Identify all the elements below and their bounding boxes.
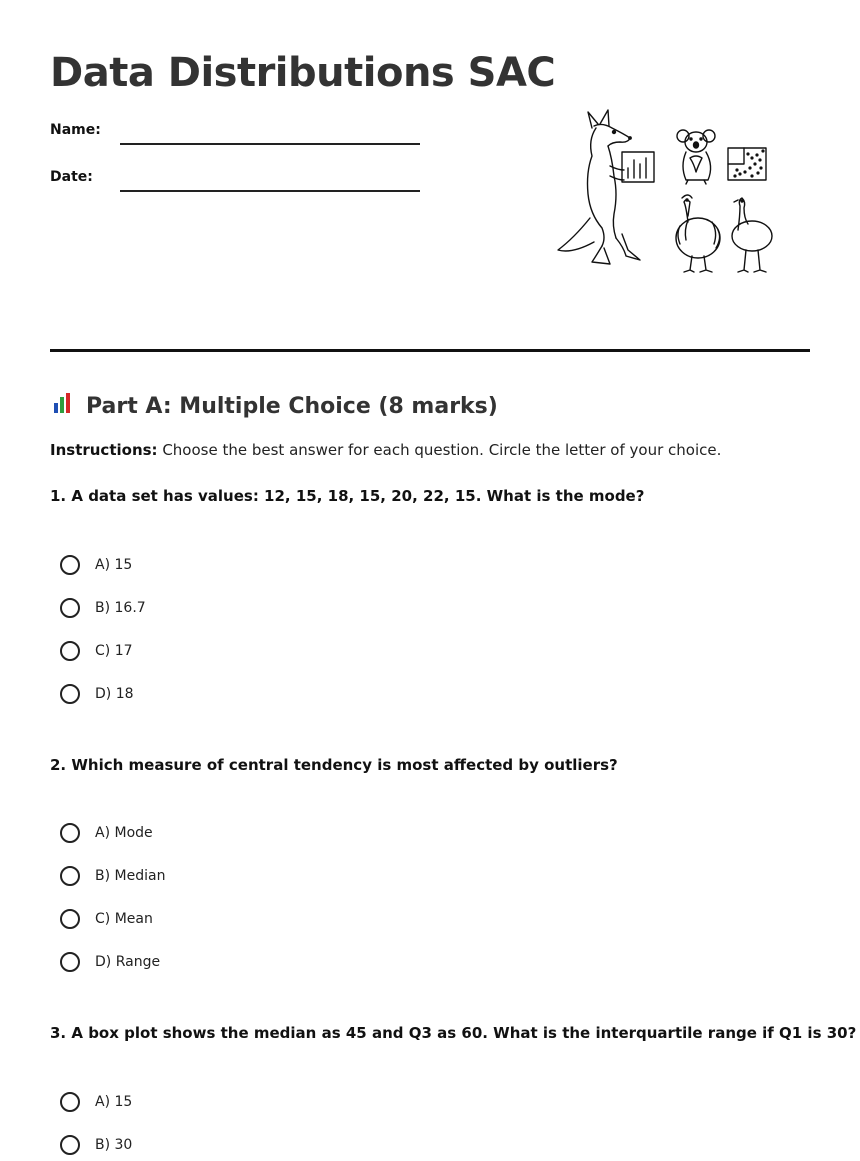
kangaroo-icon	[558, 110, 654, 264]
instructions-text: Choose the best answer for each question. Circle the letter of your choice.	[157, 441, 722, 459]
radio-button[interactable]	[60, 598, 80, 618]
radio-button[interactable]	[60, 1092, 80, 1112]
question-2: 2. Which measure of central tendency is most affected by outliers?	[50, 756, 618, 774]
date-field-line[interactable]	[120, 190, 420, 192]
radio-button[interactable]	[60, 684, 80, 704]
radio-button[interactable]	[60, 823, 80, 843]
option-label: C) Mean	[95, 911, 153, 927]
radio-button[interactable]	[60, 866, 80, 886]
scatter-plot-icon	[728, 148, 766, 180]
radio-button[interactable]	[60, 555, 80, 575]
instructions-label: Instructions:	[50, 441, 158, 459]
option-label: A) Mode	[95, 825, 153, 841]
option-1d[interactable]	[60, 681, 134, 707]
option-3a[interactable]	[60, 1089, 132, 1115]
name-field-line[interactable]	[120, 143, 420, 145]
radio-button[interactable]	[60, 1135, 80, 1155]
date-label: Date:	[50, 169, 93, 185]
koala-icon	[677, 130, 715, 184]
turkey-icon	[676, 195, 720, 272]
bar-chart-icon	[50, 390, 76, 422]
section-title-text: Part A: Multiple Choice (8 marks)	[86, 393, 498, 419]
option-label: B) Median	[95, 868, 166, 884]
radio-button[interactable]	[60, 952, 80, 972]
option-1c[interactable]	[60, 638, 133, 664]
question-3: 3. A box plot shows the median as 45 and Q3 as 60. What is the interquartile range if Q1 is 30?	[50, 1024, 857, 1042]
option-label: B) 16.7	[95, 600, 146, 616]
emu-icon	[732, 198, 772, 272]
name-label: Name:	[50, 122, 101, 138]
section-title	[50, 390, 498, 422]
australian-animals-illustration	[552, 106, 777, 276]
option-label: A) 15	[95, 1094, 133, 1110]
section-divider	[50, 349, 810, 352]
radio-button[interactable]	[60, 909, 80, 929]
option-label: C) 17	[95, 643, 133, 659]
option-2a[interactable]	[60, 820, 153, 846]
option-2d[interactable]	[60, 949, 160, 975]
option-3b[interactable]	[60, 1132, 132, 1158]
option-label: D) 18	[95, 686, 134, 702]
option-label: D) Range	[95, 954, 161, 970]
option-label: B) 30	[95, 1137, 133, 1153]
question-1: 1. A data set has values: 12, 15, 18, 15, 20, 22, 15. What is the mode?	[50, 487, 645, 505]
instructions	[50, 441, 721, 459]
option-2c[interactable]	[60, 906, 153, 932]
option-1a[interactable]	[60, 552, 132, 578]
page-title: Data Distributions SAC	[50, 50, 556, 96]
option-2b[interactable]	[60, 863, 165, 889]
option-label: A) 15	[95, 557, 133, 573]
option-1b[interactable]	[60, 595, 146, 621]
radio-button[interactable]	[60, 641, 80, 661]
